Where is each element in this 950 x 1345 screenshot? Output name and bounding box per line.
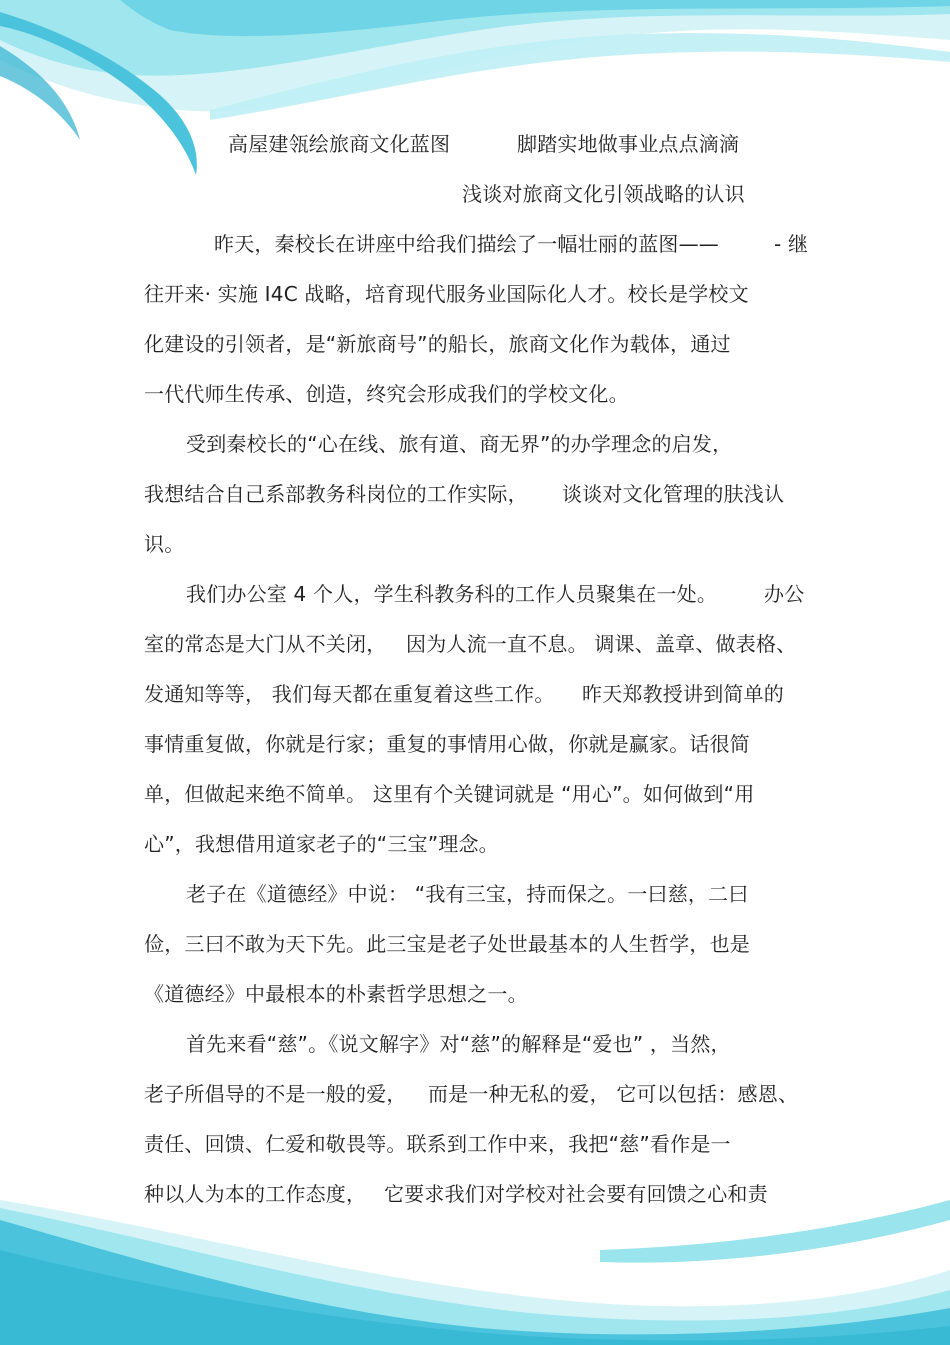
text-line: 《道德经》中最根本的朴素哲学思想之一。 xyxy=(144,982,528,1006)
text-line: 办公 xyxy=(764,582,805,606)
text-line: 受到秦校长的“心在线、旅有道、商无界”的办学理念的启发， xyxy=(186,432,733,456)
text-line: 识。 xyxy=(144,532,185,556)
text-line: 因为人流一直不息。 调课、盖章、做表格、 xyxy=(406,632,797,656)
text-line: 单，但做起来绝不简单。 这里有个关键词就是 “用心”。如何做到“用 xyxy=(144,782,755,806)
text-line: 我想结合自己系部教务科岗位的工作实际， xyxy=(144,482,528,506)
document-subtitle: 浅谈对旅商文化引领战略的认识 xyxy=(462,182,745,206)
text-line: 昨天郑教授讲到简单的 xyxy=(582,682,784,706)
text-line: 首先来看“慈”。《说文解字》对“慈”的解释是“爱也” ，当然， xyxy=(186,1032,731,1056)
wave-decoration-bottom xyxy=(0,1190,950,1345)
text-line: 老子在《道德经》中说： “我有三宝，持而保之。一曰慈，二曰 xyxy=(186,882,749,906)
text-line: 谈谈对文化管理的肤浅认 xyxy=(562,482,785,506)
text-line: - 继 xyxy=(774,232,809,256)
text-line: 发通知等等， 我们每天都在重复着这些工作。 xyxy=(144,682,555,706)
text-line: 责任、回馈、仁爱和敬畏等。联系到工作中来，我把“慈”看作是一 xyxy=(144,1132,731,1156)
text-line: 室的常态是大门从不关闭， xyxy=(144,632,387,656)
text-line: 我们办公室 4 个人，学生科教务科的工作人员聚集在一处。 xyxy=(186,582,718,606)
text-line: 它要求我们对学校对社会要有回馈之心和责 xyxy=(384,1182,768,1206)
text-line: 心”，我想借用道家老子的“三宝”理念。 xyxy=(144,832,499,856)
text-line: 一代代师生传承、创造，终究会形成我们的学校文化。 xyxy=(144,382,629,406)
text-line: 老子所倡导的不是一般的爱， xyxy=(144,1082,407,1106)
text-line: 往开来· 实施 I4C 战略，培育现代服务业国际化人才。校长是学校文 xyxy=(144,282,749,306)
text-line: 而是一种无私的爱， 它可以包括：感恩、 xyxy=(428,1082,799,1106)
document-title-part1: 高屋建瓴绘旅商文化蓝图 xyxy=(228,132,451,156)
text-line: 俭，三曰不敢为天下先。此三宝是老子处世最基本的人生哲学，也是 xyxy=(144,932,750,956)
text-line: 昨天，秦校长在讲座中给我们描绘了一幅壮丽的蓝图—— xyxy=(214,232,719,256)
text-line: 化建设的引领者，是“新旅商号”的船长，旅商文化作为载体，通过 xyxy=(144,332,731,356)
text-line: 种以人为本的工作态度， xyxy=(144,1182,367,1206)
text-line: 事情重复做，你就是行家；重复的事情用心做，你就是赢家。话很简 xyxy=(144,732,750,756)
document-title-part2: 脚踏实地做事业点点滴滴 xyxy=(517,132,740,156)
